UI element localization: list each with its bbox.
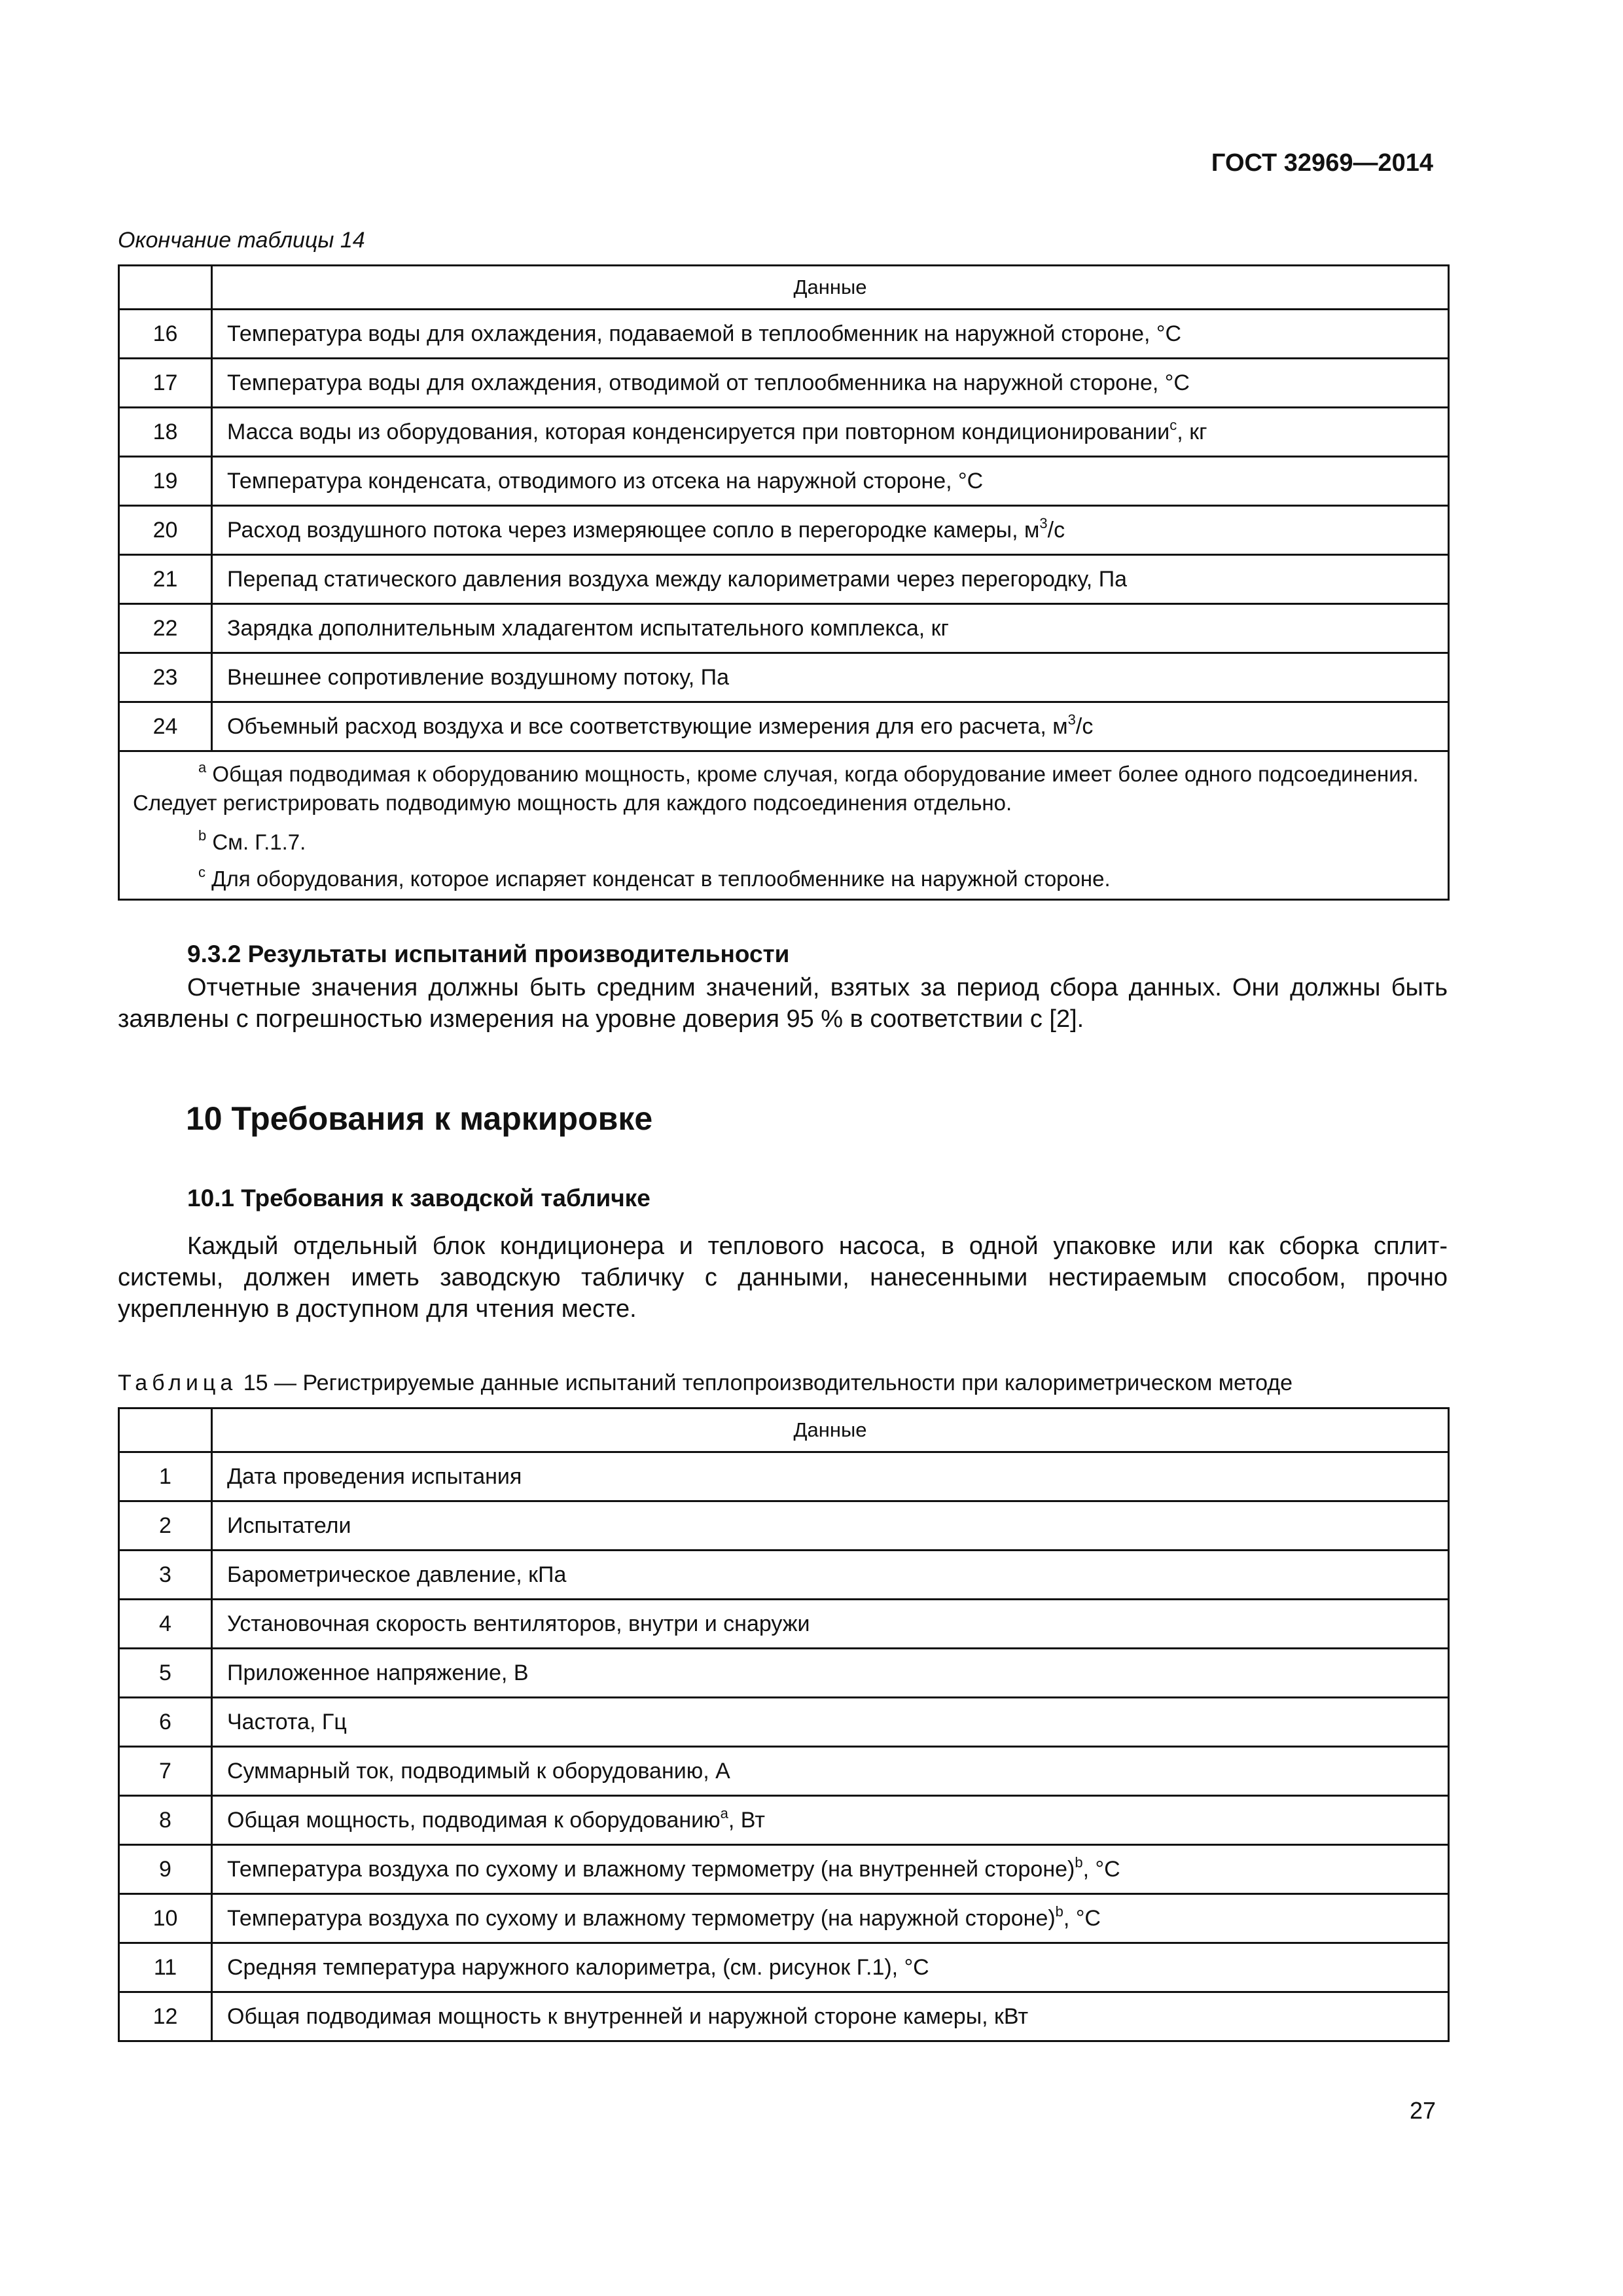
table-header-blank bbox=[119, 1408, 212, 1452]
row-text-main: Расход воздушного потока через измеряющее сопло в перегородке камеры, м bbox=[227, 517, 1040, 543]
table-14 bbox=[118, 264, 1450, 901]
row-text: Температура воды для охлаждения, отводимой от теплообменника на наружной стороне, °С bbox=[212, 359, 1449, 408]
table-footnotes bbox=[119, 751, 1449, 900]
table-15-caption bbox=[118, 1371, 1293, 1396]
table-column-header: Данные bbox=[212, 1408, 1449, 1452]
row-number: 20 bbox=[119, 506, 212, 555]
row-text: Барометрическое давление, кПа bbox=[212, 1551, 1449, 1600]
section-10-heading: 10 Требования к маркировке bbox=[186, 1100, 653, 1137]
table-row bbox=[119, 457, 1449, 506]
table-row bbox=[119, 506, 1449, 555]
footnote-text: Общая подводимая к оборудованию мощность, кроме случая, когда оборудование имеет более одного подсоединения. Следует регистрировать подводимую мощность для каждого подсоединения отдельно. bbox=[133, 762, 1419, 815]
row-text: Общая подводимая мощность к внутренней и наружной стороне камеры, кВт bbox=[212, 1992, 1449, 2041]
footnote-ref: a bbox=[720, 1804, 728, 1821]
table-header-blank bbox=[119, 266, 212, 310]
row-text-suffix: /с bbox=[1047, 517, 1065, 543]
row-text: Температура конденсата, отводимого из отсека на наружной стороне, °С bbox=[212, 457, 1449, 506]
table-column-header: Данные bbox=[212, 266, 1449, 310]
table-header-row bbox=[119, 266, 1449, 310]
row-text: Внешнее сопротивление воздушному потоку, Па bbox=[212, 653, 1449, 702]
table-row bbox=[119, 555, 1449, 604]
table-row bbox=[119, 1992, 1449, 2041]
row-text bbox=[212, 1845, 1449, 1894]
row-text-suffix: /с bbox=[1075, 713, 1094, 739]
table-row bbox=[119, 1894, 1449, 1943]
row-text: Испытатели bbox=[212, 1501, 1449, 1551]
table-row bbox=[119, 653, 1449, 702]
row-number: 16 bbox=[119, 310, 212, 359]
row-text-main: Общая мощность, подводимая к оборудованию bbox=[227, 1807, 721, 1833]
table-row bbox=[119, 604, 1449, 653]
page-number: 27 bbox=[1409, 2097, 1436, 2124]
row-text: Зарядка дополнительным хладагентом испытательного комплекса, кг bbox=[212, 604, 1449, 653]
row-number: 2 bbox=[119, 1501, 212, 1551]
footnote-c bbox=[133, 865, 1435, 893]
row-text: Температура воды для охлаждения, подаваемой в теплообменник на наружной стороне, °С bbox=[212, 310, 1449, 359]
table-caption-label: Таблица bbox=[118, 1371, 238, 1395]
section-10-1-heading: 10.1 Требования к заводской табличке bbox=[187, 1185, 651, 1211]
row-number: 6 bbox=[119, 1698, 212, 1747]
row-text bbox=[212, 702, 1449, 751]
row-text: Дата проведения испытания bbox=[212, 1452, 1449, 1501]
table-footnotes-row bbox=[119, 751, 1449, 900]
row-number: 3 bbox=[119, 1551, 212, 1600]
row-text-suffix: , кг bbox=[1177, 419, 1207, 444]
row-text-suffix: , °С bbox=[1063, 1905, 1101, 1931]
section-10-1-paragraph: Каждый отдельный блок кондиционера и теплового насоса, в одной упаковке или как сборка сплит-системы, должен иметь заводскую табличку с данными, нанесенными нестираемым способом, прочно укрепленную в доступном для чтения месте. bbox=[118, 1232, 1448, 1323]
row-number: 11 bbox=[119, 1943, 212, 1992]
row-number: 18 bbox=[119, 408, 212, 457]
footnote-ref: b bbox=[1075, 1854, 1083, 1871]
table-caption-text: 15 — Регистрируемые данные испытаний теплопроизводительности при калориметрическом методе bbox=[243, 1371, 1293, 1395]
row-text-main: Температура воздуха по сухому и влажному термометру (на внутренней стороне) bbox=[227, 1856, 1075, 1882]
unit-superscript: 3 bbox=[1067, 711, 1076, 728]
row-text bbox=[212, 1894, 1449, 1943]
footnote-b bbox=[133, 828, 1435, 857]
table-row bbox=[119, 1452, 1449, 1501]
row-text: Приложенное напряжение, В bbox=[212, 1649, 1449, 1698]
table-row bbox=[119, 1600, 1449, 1649]
row-number: 22 bbox=[119, 604, 212, 653]
row-number: 5 bbox=[119, 1649, 212, 1698]
row-text-main: Температура воздуха по сухому и влажному термометру (на наружной стороне) bbox=[227, 1905, 1056, 1931]
footnote-ref: b bbox=[1055, 1903, 1063, 1920]
footnote-mark: a bbox=[198, 759, 207, 776]
table-row bbox=[119, 1747, 1449, 1796]
row-number: 7 bbox=[119, 1747, 212, 1796]
table-header-row bbox=[119, 1408, 1449, 1452]
section-9-3-2-heading: 9.3.2 Результаты испытаний производительности bbox=[187, 941, 790, 967]
row-text-suffix: , °С bbox=[1082, 1856, 1120, 1882]
table-row bbox=[119, 702, 1449, 751]
row-text-suffix: , Вт bbox=[728, 1807, 765, 1833]
row-text-main: Объемный расход воздуха и все соответствующие измерения для его расчета, м bbox=[227, 713, 1068, 739]
row-number: 19 bbox=[119, 457, 212, 506]
footnote-mark: b bbox=[198, 827, 207, 844]
table-row bbox=[119, 310, 1449, 359]
table-row bbox=[119, 1698, 1449, 1747]
row-text: Частота, Гц bbox=[212, 1698, 1449, 1747]
row-number: 21 bbox=[119, 555, 212, 604]
document-standard-number: ГОСТ 32969—2014 bbox=[1211, 149, 1433, 177]
table-row bbox=[119, 408, 1449, 457]
table-row bbox=[119, 359, 1449, 408]
row-text: Средняя температура наружного калориметра, (см. рисунок Г.1), °С bbox=[212, 1943, 1449, 1992]
row-text: Установочная скорость вентиляторов, внутри и снаружи bbox=[212, 1600, 1449, 1649]
unit-superscript: 3 bbox=[1039, 514, 1048, 531]
footnote-text: См. Г.1.7. bbox=[206, 830, 306, 854]
footnote-ref: c bbox=[1169, 416, 1177, 433]
row-number: 4 bbox=[119, 1600, 212, 1649]
table-row bbox=[119, 1943, 1449, 1992]
row-text bbox=[212, 506, 1449, 555]
table-row bbox=[119, 1845, 1449, 1894]
row-number: 23 bbox=[119, 653, 212, 702]
row-number: 17 bbox=[119, 359, 212, 408]
table-continuation-label: Окончание таблицы 14 bbox=[118, 228, 365, 253]
row-number: 24 bbox=[119, 702, 212, 751]
row-text bbox=[212, 408, 1449, 457]
row-text: Перепад статического давления воздуха между калориметрами через перегородку, Па bbox=[212, 555, 1449, 604]
row-number: 9 bbox=[119, 1845, 212, 1894]
row-number: 1 bbox=[119, 1452, 212, 1501]
row-text: Суммарный ток, подводимый к оборудованию, А bbox=[212, 1747, 1449, 1796]
section-9-3-2-paragraph: Отчетные значения должны быть средним значений, взятых за период сбора данных. Они должны быть заявлены с погрешностью измерения на уровне доверия 95 % в соответствии с [2]. bbox=[118, 974, 1448, 1033]
row-number: 12 bbox=[119, 1992, 212, 2041]
footnote-mark: c bbox=[198, 864, 205, 880]
footnote-a bbox=[133, 760, 1435, 820]
row-text-main: Масса воды из оборудования, которая конденсируется при повторном кондиционировании bbox=[227, 419, 1170, 444]
table-row bbox=[119, 1649, 1449, 1698]
row-text bbox=[212, 1796, 1449, 1845]
table-15 bbox=[118, 1407, 1450, 2042]
table-row bbox=[119, 1501, 1449, 1551]
table-row bbox=[119, 1551, 1449, 1600]
table-row bbox=[119, 1796, 1449, 1845]
row-number: 8 bbox=[119, 1796, 212, 1845]
row-number: 10 bbox=[119, 1894, 212, 1943]
footnote-text: Для оборудования, которое испаряет конденсат в теплообменнике на наружной стороне. bbox=[205, 867, 1111, 891]
